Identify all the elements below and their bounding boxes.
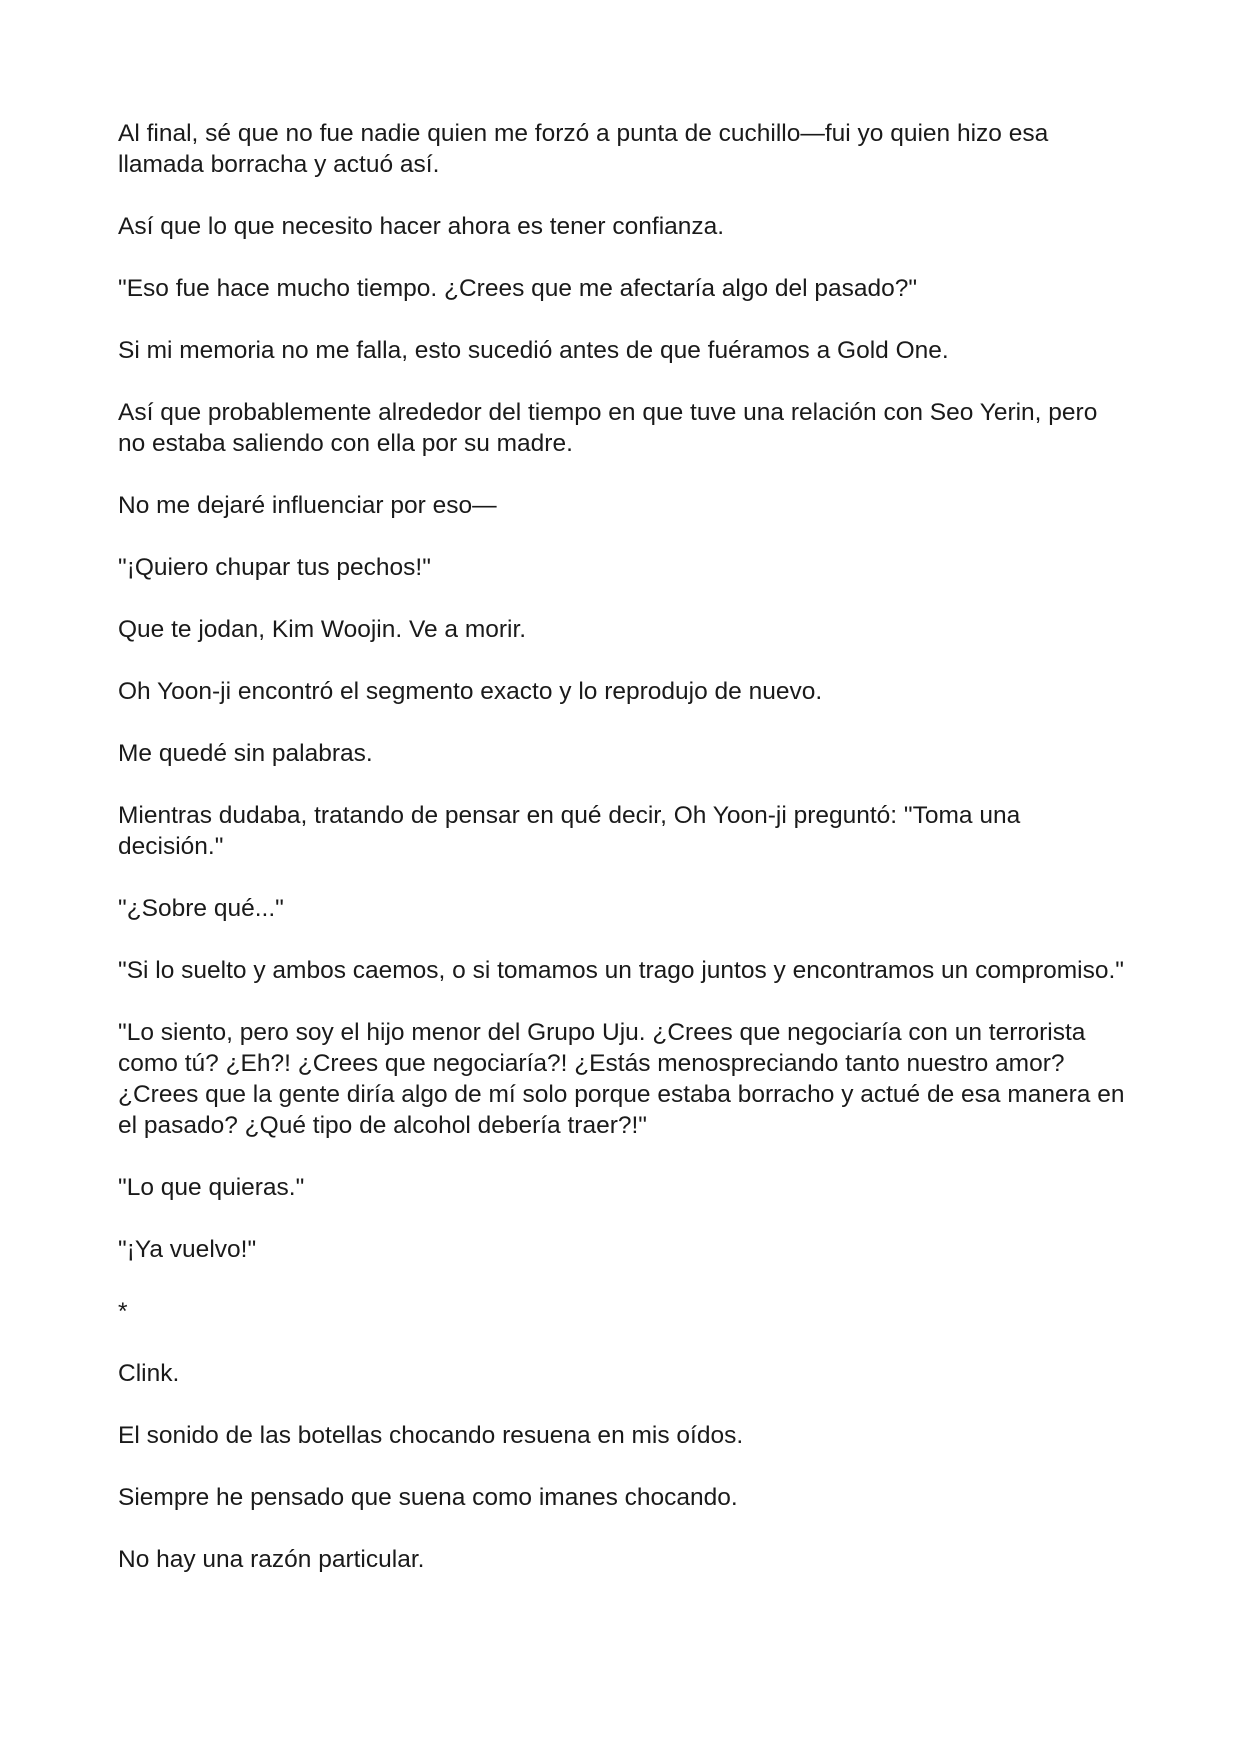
paragraph: "¿Sobre qué..." — [118, 895, 284, 922]
paragraph: "¡Quiero chupar tus pechos!" — [118, 554, 431, 581]
paragraph: Oh Yoon-ji encontró el segmento exacto y lo reprodujo de nuevo. — [118, 678, 823, 705]
paragraph: El sonido de las botellas chocando resuena en mis oídos. — [118, 1422, 744, 1449]
document-body — [118, 118, 1128, 1606]
paragraph: Me quedé sin palabras. — [118, 740, 373, 767]
paragraph: Siempre he pensado que suena como imanes chocando. — [118, 1484, 738, 1511]
paragraph: Mientras dudaba, tratando de pensar en qué decir, Oh Yoon-ji preguntó: "Toma una decisión." — [118, 802, 1021, 860]
paragraph: "Lo que quieras." — [118, 1174, 305, 1201]
paragraph: Al final, sé que no fue nadie quien me forzó a punta de cuchillo—fui yo quien hizo esa llamada borracha y actuó así. — [118, 120, 1049, 178]
paragraph: "Eso fue hace mucho tiempo. ¿Crees que me afectaría algo del pasado?" — [118, 275, 918, 302]
paragraph: Si mi memoria no me falla, esto sucedió antes de que fuéramos a Gold One. — [118, 337, 949, 364]
scene-break-asterisk: * — [118, 1298, 128, 1325]
paragraph: Así que probablemente alrededor del tiempo en que tuve una relación con Seo Yerin, pero no estaba saliendo con ella por su madre. — [118, 399, 1098, 457]
paragraph: Clink. — [118, 1360, 180, 1387]
paragraph: "¡Ya vuelvo!" — [118, 1236, 257, 1263]
paragraph: No me dejaré influenciar por eso— — [118, 492, 497, 519]
paragraph: Que te jodan, Kim Woojin. Ve a morir. — [118, 616, 527, 643]
paragraph: "Lo siento, pero soy el hijo menor del Grupo Uju. ¿Crees que negociaría con un terrorista como tú? ¿Eh?! ¿Crees que negociaría?! ¿Estás menospreciando tanto nuestro amor? ¿Crees que la gente diría algo de mí solo porque estaba borracho y actué de esa manera en el pasado? ¿Qué tipo de alcohol debería traer?!" — [118, 1019, 1125, 1139]
paragraph: Así que lo que necesito hacer ahora es tener confianza. — [118, 213, 725, 240]
paragraph: No hay una razón particular. — [118, 1546, 425, 1573]
paragraph: "Si lo suelto y ambos caemos, o si tomamos un trago juntos y encontramos un compromiso." — [118, 957, 1125, 984]
